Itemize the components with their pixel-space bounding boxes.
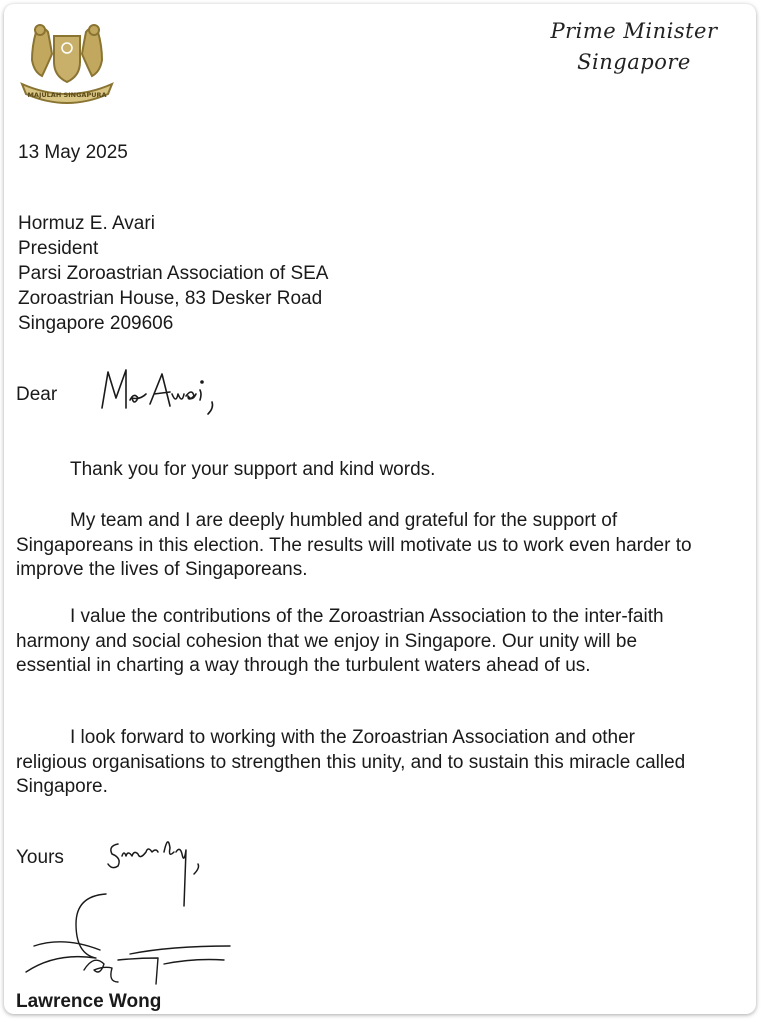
recipient-name: Hormuz E. Avari	[18, 213, 155, 234]
recipient-city: Singapore 209606	[18, 313, 174, 334]
body-paragraph-2	[16, 509, 696, 583]
body-paragraph-3	[16, 605, 696, 679]
body-paragraph-2-text: My team and I are deeply humbled and grateful for the support of Singaporeans in this election. The results will motivate us to work even harder to improve the lives of Singaporeans.	[16, 510, 692, 580]
handwritten-salutation-name	[96, 364, 226, 419]
body-paragraph-1	[16, 458, 696, 483]
letterhead-line-1: Prime Minister	[550, 19, 718, 43]
recipient-address-block	[18, 212, 328, 337]
recipient-title: President	[18, 238, 99, 259]
handwritten-closing-text: Sincerely,	[104, 826, 109, 827]
closing-yours: Yours	[16, 847, 64, 868]
recipient-address: Zoroastrian House, 83 Desker Road	[18, 288, 323, 309]
body-paragraph-4-text: I look forward to working with the Zoroastrian Association and other religious organisations to strengthen this unity, and to sustain this miracle called Singapore.	[16, 727, 686, 797]
salutation-dear: Dear	[16, 384, 58, 405]
body-paragraph-1-text: Thank you for your support and kind words.	[70, 459, 436, 480]
letter-date: 13 May 2025	[18, 142, 128, 163]
letter-page	[4, 4, 756, 1014]
recipient-organisation: Parsi Zoroastrian Association of SEA	[18, 263, 329, 284]
signature	[14, 884, 234, 989]
letterhead-line-2: Singapore	[577, 50, 691, 74]
coat-of-arms-crest	[16, 14, 118, 106]
handwritten-salutation-text: Mr Avari,	[96, 364, 100, 365]
body-paragraph-3-text: I value the contributions of the Zoroastrian Association to the inter-faith harmony and social cohesion that we enjoy in Singapore. Our unity will be essential in charting a way through the turbulent waters ahead of us.	[16, 606, 664, 676]
crest-motto: MAJULAH SINGAPURA	[27, 91, 107, 99]
body-paragraph-4	[16, 726, 696, 800]
signatory-name: Lawrence Wong	[16, 991, 162, 1012]
letterhead-title	[524, 16, 744, 78]
